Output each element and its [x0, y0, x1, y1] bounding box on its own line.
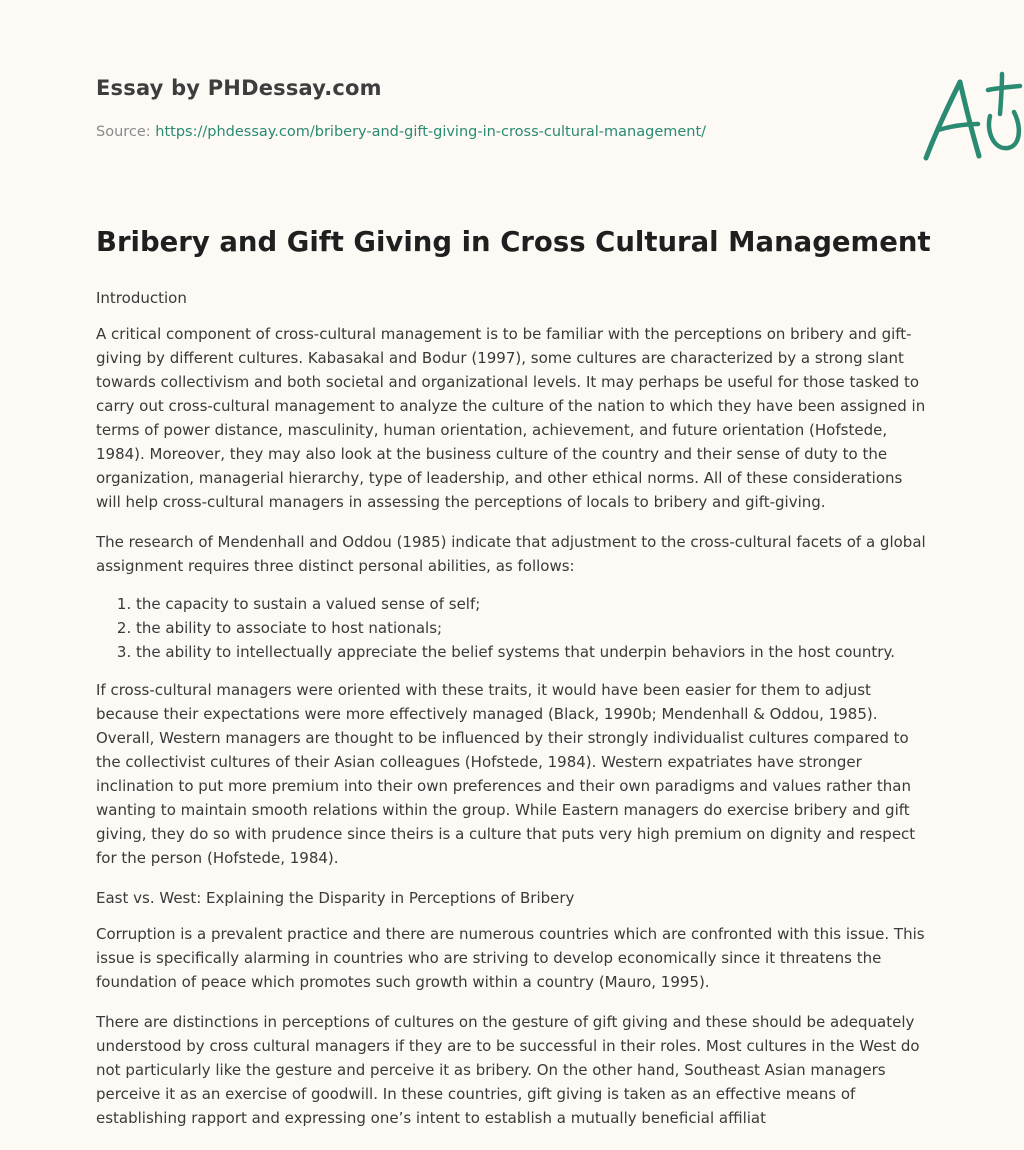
source-label: Source:: [96, 124, 156, 140]
essay-title: Bribery and Gift Giving in Cross Cultural Management: [96, 226, 931, 258]
paragraph-1: A critical component of cross-cultural management is to be familiar with the perceptions on bribery and gift-giving by different cultures. Kabasakal and Bodur (1997), some cultures are characterized by a strong slant towards collectivism and both societal and organizational levels. It may perhaps be useful for those tasked to carry out cross-cultural management to analyze the culture of the nation to which they have been assigned in terms of power distance, masculinity, human orientation, achievement, and future orientation (Hofstede, 1984). Moreover, they may also look at the business culture of the country and their sense of duty to the organization, managerial hierarchy, type of leadership, and other ethical norms. All of these considerations will help cross-cultural managers in assessing the perceptions of locals to bribery and gift-giving.: [96, 325, 926, 511]
section-heading: East vs. West: Explaining the Disparity in Perceptions of Bribery: [96, 889, 575, 907]
paragraph-3: If cross-cultural managers were oriented with these traits, it would have been easier for them to adjust because their expectations were more effectively managed (Black, 1990b; Mendenhall & Oddou, 1985). Overall, Western managers are thought to be influenced by their strongly individualist cultures compared to the collectivist cultures of their Asian colleagues (Hofstede, 1984). Western expatriates have stronger inclination to put more premium into their own preferences and their own paradigms and values rather than wanting to maintain smooth relations within the group. While Eastern managers do exercise bribery and gift giving, they do so with prudence since theirs is a culture that puts very high premium on dignity and respect for the person (Hofstede, 1984).: [96, 681, 916, 867]
paragraph-2: The research of Mendenhall and Oddou (1985) indicate that adjustment to the cross-cultural facets of a global assignment requires three distinct personal abilities, as follows:: [96, 533, 926, 575]
abilities-list: [96, 592, 928, 664]
list-item: 1. the capacity to sustain a valued sense of self;: [136, 592, 928, 616]
intro-heading: Introduction: [96, 289, 187, 307]
brand-title: Essay by PHDessay.com: [96, 76, 382, 100]
list-item: 2. the ability to associate to host nationals;: [136, 616, 928, 640]
source-link[interactable]: https://phdessay.com/bribery-and-gift-giving-in-cross-cultural-management/: [155, 124, 707, 140]
list-item: 3. the ability to intellectually appreciate the belief systems that underpin behaviors in the host country.: [136, 640, 928, 664]
paragraph-4: Corruption is a prevalent practice and there are numerous countries which are confronted with this issue. This issue is specifically alarming in countries who are striving to develop economically since it threatens the foundation of peace which promotes such growth within a country (Mauro, 1995).: [96, 925, 925, 991]
a-plus-grade-icon: [916, 70, 1024, 165]
essay-body: [96, 286, 928, 1146]
paragraph-5: There are distinctions in perceptions of cultures on the gesture of gift giving and these should be adequately understood by cross cultural managers if they are to be successful in their roles. Most cultures in the West do not particularly like the gesture and perceive it as bribery. On the other hand, Southeast Asian managers perceive it as an exercise of goodwill. In these countries, gift giving is taken as an effective means of establishing rapport and expressing one’s intent to establish a mutually beneficial affiliat: [96, 1013, 920, 1127]
source-line: [96, 124, 706, 140]
